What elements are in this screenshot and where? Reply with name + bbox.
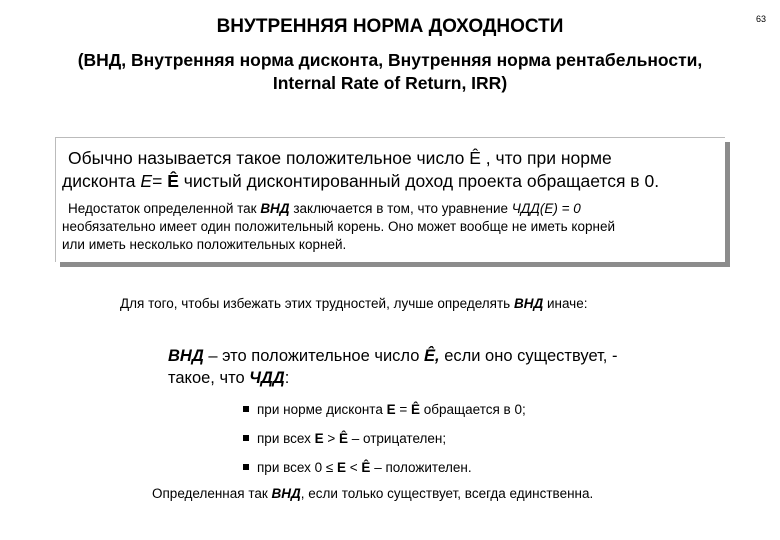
- text: чистый дисконтированный доход проекта обращается в 0.: [178, 171, 660, 191]
- text: – положителен.: [370, 460, 472, 475]
- term-vnd: ВНД: [271, 486, 301, 501]
- symbol-e-hat: Ê: [167, 171, 179, 191]
- box-definition-line-1: Обычно называется такое положительное число Ê , что при норме: [68, 148, 612, 168]
- definition-line-1: [168, 347, 617, 366]
- symbol-e-hat: Ê: [361, 460, 371, 475]
- text: – отрицателен;: [348, 431, 447, 446]
- box-definition-line-2: [62, 171, 659, 192]
- term-vnd: ВНД: [513, 296, 544, 311]
- text: при норме дисконта: [257, 402, 387, 417]
- text: Для того, чтобы избежать этих трудностей, лучше определять: [120, 296, 514, 311]
- text: при всех 0 ≤: [257, 460, 338, 475]
- box-note-line-1: [68, 201, 581, 216]
- term-vnd: ВНД: [260, 201, 290, 216]
- symbol-e-hat: Ê: [411, 402, 421, 417]
- term-vnd: ВНД: [168, 347, 204, 365]
- symbol-e: Е: [386, 402, 396, 417]
- page-number: 63: [755, 14, 766, 24]
- avoid-difficulties-text: [120, 296, 587, 311]
- term-chdd: ЧДД: [249, 369, 285, 387]
- text: Определенная так: [152, 486, 272, 501]
- text: =: [395, 402, 412, 417]
- page-title: ВНУТРЕННЯЯ НОРМА ДОХОДНОСТИ: [216, 16, 564, 37]
- text: , если только существует, всегда единственна.: [300, 486, 594, 501]
- text: если оно существует, -: [439, 347, 618, 365]
- text: <: [346, 460, 362, 475]
- symbol-e: Е: [314, 431, 324, 446]
- text: >: [323, 431, 339, 446]
- text: при всех: [257, 431, 315, 446]
- symbol-e: Е: [140, 171, 153, 191]
- symbol-e-hat: Ê,: [424, 347, 440, 365]
- bullet-item: [243, 431, 446, 446]
- subtitle-line-1: (ВНД, Внутренняя норма дисконта, Внутренняя норма рентабельности,: [77, 50, 703, 70]
- symbol-e-hat: Ê: [339, 431, 349, 446]
- text: :: [284, 369, 290, 387]
- symbol-e: Е: [337, 460, 347, 475]
- subtitle-line-2: Internal Rate of Return, IRR): [272, 73, 508, 93]
- box-note-line-3: или иметь несколько положительных корней.: [62, 237, 347, 252]
- text: заключается в том, что уравнение: [289, 201, 512, 216]
- equation: ЧДД(Е) = 0: [511, 201, 581, 216]
- box-note-line-2: необязательно имеет один положительный корень. Оно может вообще не иметь корней: [62, 219, 615, 234]
- conclusion-text: [152, 486, 593, 501]
- bullet-item: [243, 402, 526, 417]
- text: – это положительное число: [203, 347, 425, 365]
- text: иначе:: [543, 296, 588, 311]
- bullet-square-icon: [243, 435, 249, 441]
- bullet-square-icon: [243, 406, 249, 412]
- text: такое, что: [168, 369, 250, 387]
- definition-line-2: [168, 369, 289, 388]
- definition-box: [55, 137, 725, 262]
- text: обращается в 0;: [420, 402, 526, 417]
- bullet-item: [243, 460, 472, 475]
- bullet-square-icon: [243, 464, 249, 470]
- text: дисконта: [62, 171, 141, 191]
- text: =: [152, 171, 168, 191]
- text: Недостаток определенной так: [68, 201, 261, 216]
